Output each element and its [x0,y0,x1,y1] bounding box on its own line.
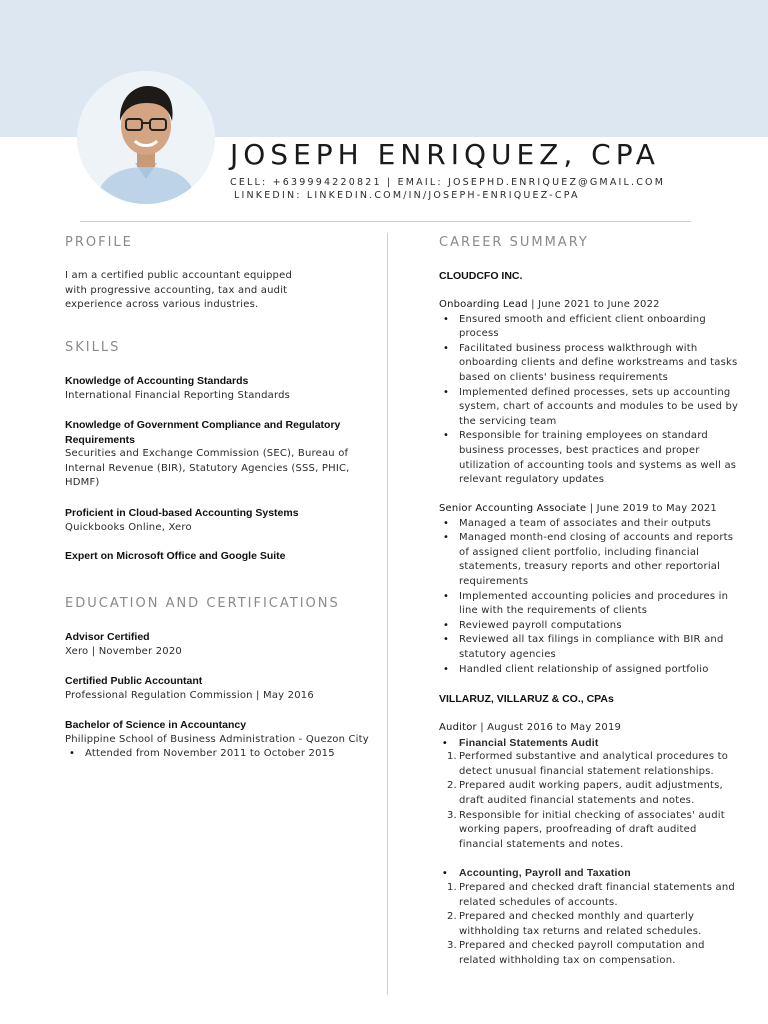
education-heading: Bachelor of Science in Accountancy [65,719,247,731]
profile-line: I am a certified public accountant equipped [65,270,293,281]
education-detail: Xero | November 2020 [65,645,182,657]
education-detail: Professional Regulation Commission | May 2016 [65,689,314,701]
education-bullets [65,747,385,762]
education-detail: Philippine School of Business Administration - Quezon City [65,733,369,745]
job-subgroup [439,866,744,881]
profile-line: experience across various industries. [65,299,259,311]
job-role: Onboarding Lead [439,299,528,310]
job-period: | June 2019 to May 2021 [586,503,717,514]
numbered-list [439,750,744,852]
education-section-title: EDUCATION AND CERTIFICATIONS [65,596,340,611]
list-item: • Ensured smooth and efficient client onboarding process [439,313,744,342]
list-item: 2. Prepared audit working papers, audit adjustments, draft audited financial statements and notes. [447,780,723,806]
education-item [65,718,385,762]
company-name: VILLARUZ, VILLARUZ & CO., CPAs [439,693,614,705]
profile-line: with progressive accounting, tax and audit [65,284,288,296]
skill-heading: Knowledge of Accounting Standards [65,375,249,387]
skill-heading: Knowledge of Government Compliance and Regulatory [65,419,341,431]
job-role: Auditor [439,722,477,733]
list-item: 2. Prepared and checked monthly and quarterly withholding tax returns and related schedules. [447,911,702,937]
skill-heading: Requirements [65,433,136,446]
header-divider [80,221,691,222]
contact-line-linkedin: LINKEDIN: LINKEDIN.COM/IN/JOSEPH-ENRIQUEZ-CPA [234,190,580,201]
career-section-title: CAREER SUMMARY [439,235,589,250]
job-period: | August 2016 to May 2019 [476,722,622,733]
list-item: • Facilitated business process walkthrough with onboarding clients and define workstreams and tasks based on clients' business requirements [439,342,744,386]
contact-line-phone-email: CELL: +639994220821 | EMAIL: JOSEPHD.ENRIQUEZ@GMAIL.COM [230,177,666,188]
education-item [65,674,365,703]
list-item: 1. Performed substantive and analytical procedures to detect unusual financial statement relationships. [447,751,729,777]
list-item: • Managed a team of associates and their outputs [439,517,744,532]
skill-detail: International Financial Reporting Standards [65,389,291,401]
company-name: CLOUDCFO INC. [439,270,523,282]
profile-section-title: PROFILE [65,235,133,250]
job-title [439,298,744,313]
education-heading: Certified Public Accountant [65,675,203,687]
education-heading: Advisor Certified [65,631,150,643]
list-item: • Implemented defined processes, sets up accounting system, chart of accounts and modules to be used by the servicing team [439,386,744,430]
skill-detail: HDMF) [65,477,100,489]
skill-item [65,506,365,535]
list-item: • Handled client relationship of assigned portfolio [439,663,744,678]
list-item: • Reviewed all tax filings in compliance with BIR and statutory agencies [439,633,744,662]
list-item: 1. Prepared and checked draft financial statements and related schedules of accounts. [447,881,735,908]
job-title [439,721,744,736]
profile-text [65,269,365,313]
job-block [439,502,744,677]
list-item: • Implemented accounting policies and procedures in line with the requirements of clients [439,590,744,619]
person-avatar-icon [77,71,215,204]
list-item: • Managed month-end closing of accounts and reports of assigned client portfolio, including financial statements, treasury reports and other reportorial requirements [439,531,744,589]
subgroup-title: • Financial Statements Audit [439,736,744,751]
list-item: • Responsible for training employees on standard business processes, best practices and proper utilization of accounting tools and systems as well as relevant regulatory updates [439,429,744,487]
education-item [65,630,365,659]
candidate-name: JOSEPH ENRIQUEZ, CPA [230,138,660,171]
job-bullets [439,517,744,678]
skills-section-title: SKILLS [65,340,121,355]
skill-detail: Quickbooks Online, Xero [65,521,192,533]
job-title [439,502,744,517]
skill-item [65,549,365,564]
subgroup-title: • Accounting, Payroll and Taxation [439,866,744,881]
skill-detail: Internal Revenue (BIR), Statutory Agencies (SSS, PHIC, [65,462,350,474]
job-block [439,298,744,488]
job-block [439,721,744,969]
list-item: 3. Responsible for initial checking of associates' audit working papers, proofreading of draft audited financial statements and notes. [447,809,725,850]
skill-heading: Proficient in Cloud-based Accounting Systems [65,507,299,519]
skill-detail: Securities and Exchange Commission (SEC), Bureau of [65,448,349,460]
numbered-list [439,881,744,969]
skill-heading: Expert on Microsoft Office and Google Suite [65,550,286,562]
job-bullets [439,313,744,488]
list-item: 3. Prepared and checked payroll computation and related withholding tax on compensation. [447,940,705,966]
column-divider [387,233,388,995]
job-subgroup [439,736,744,751]
list-item: • Reviewed payroll computations [439,619,744,634]
list-item: • Attended from November 2011 to October 2015 [65,747,385,762]
job-role: Senior Accounting Associate [439,503,587,514]
skill-item [65,418,365,491]
profile-photo [77,71,215,204]
job-period: | June 2021 to June 2022 [527,299,660,310]
skill-item [65,374,365,403]
